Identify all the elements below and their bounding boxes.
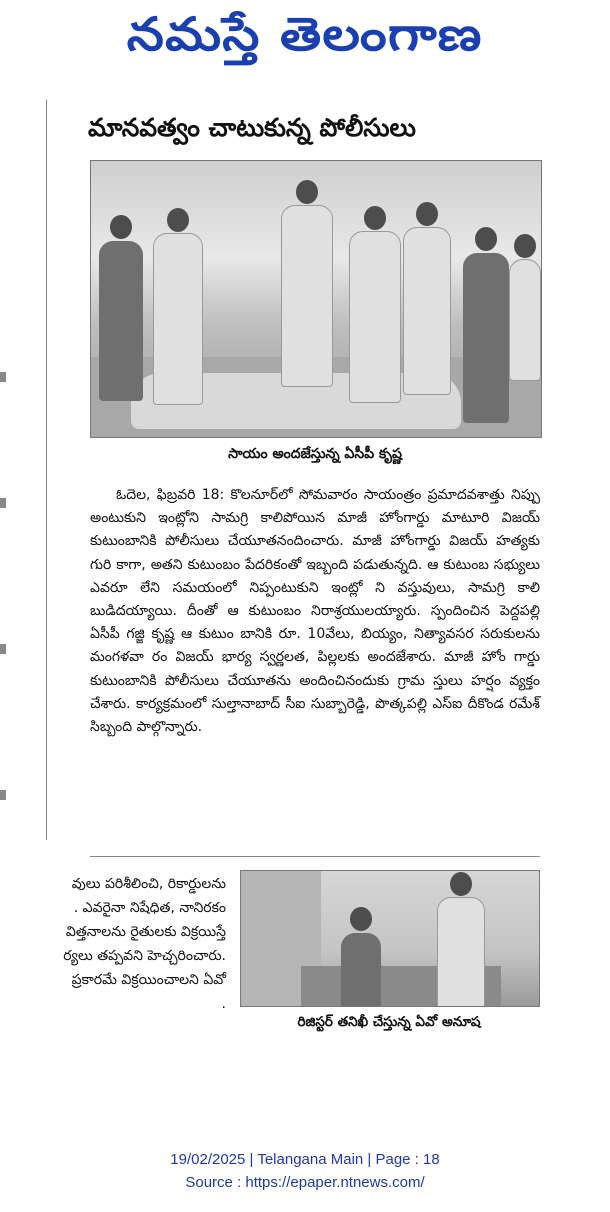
photo-police <box>349 231 401 403</box>
column-divider <box>46 100 47 840</box>
article-headline: మానవత్వం చాటుకున్న పోలీసులు <box>88 113 416 142</box>
column-tick <box>0 372 6 382</box>
photo-person <box>509 259 541 381</box>
masthead <box>0 0 610 80</box>
photo-person <box>341 933 381 1007</box>
photo-person <box>437 897 485 1007</box>
article-body <box>90 484 540 739</box>
text-line: విత్తనాలను రైతులకు విక్రయిస్తే <box>65 924 226 940</box>
text-line: ర్యలు తప్పవని హెచ్చరించారు. <box>63 948 226 964</box>
text-line: . <box>221 996 226 1012</box>
photo-caption: సాయం అందజేస్తున్న ఏసీపీ కృష్ణ <box>228 446 402 462</box>
column-tick <box>0 498 6 508</box>
column-tick <box>0 790 6 800</box>
article-divider <box>90 856 540 857</box>
second-photo-caption: రిజిస్టర్ తనిఖీ చేస్తున్న ఏవో అనూష <box>297 1014 481 1030</box>
photo-police <box>403 227 451 395</box>
page-footer <box>0 1148 610 1194</box>
text-line: ప్రకారమే విక్రయించాలని ఏవో <box>71 972 226 988</box>
photo-person <box>153 233 203 405</box>
column-tick <box>0 644 6 654</box>
footer-date-line: 19/02/2025 | Telangana Main | Page : 18 <box>170 1151 440 1168</box>
second-article-photo <box>240 870 540 1007</box>
article-photo <box>90 160 542 438</box>
text-line: వులు పరిశీలించి, రికార్డులను <box>71 876 226 892</box>
footer-source-line: Source : https://epaper.ntnews.com/ <box>185 1174 425 1191</box>
article-paragraph: ఓదెల, ఫిబ్రవరి 18: కొలనూర్‌లో సోమవారం సాయంత్రం ప్రమాదవశాత్తు నిప్పు అంటుకుని ఇంట్లోని సామగ్రి కాలిపోయిన మాజీ హోంగార్డు మాటూరి విజయ్ కుటుంబానికి పోలీసులు చేయూతనందించారు. మాజీ హోంగార్డు విజయ్ హత్యకు గురి కాగా, అతని కుటుంబం పేదరికంతో ఇబ్బంది పడుతున్నది. ఆ కుటుంబ సభ్యులు ఎవరూ లేని సమయంలో నిప్పంటుకుని ఇంట్లో ని వస్తువులు, సామగ్రి కాలి బుడిదయ్యాయి. దీంతో ఆ కుటుంబం నిరాశ్రయులయ్యారు. స్పందించిన పెద్దపల్లి ఏసీపీ గజ్జి కృష్ణ ఆ కుటుం బానికి రూ. 10వేలు, బియ్యం, నిత్యావసర సరుకులను మంగళవా రం విజయ్ భార్య స్వర్ణలత, పిల్లలకు అందజేశారు. మాజీ హోం గార్డు కుటుంబానికి పోలీసులు చేయూతను అందించినందుకు గ్రామ స్తులు హర్షం వ్యక్తం చేశారు. కార్యక్రమంలో సుల్తానాబాద్ సీఐ సుబ్బారెడ్డి, పొత్కపల్లి ఎస్ఐ దీకొండ రమేశ్ సిబ్బంది పాల్గొన్నారు. <box>90 487 540 736</box>
text-line: . ఎవరైనా నిషేధిత, నానిరకం <box>73 900 226 916</box>
photo-police <box>281 205 333 387</box>
photo-person <box>99 241 143 401</box>
newspaper-title: నమస్తే తెలంగాణ <box>127 7 483 61</box>
photo-person <box>463 253 509 423</box>
second-article-text <box>0 872 232 1016</box>
